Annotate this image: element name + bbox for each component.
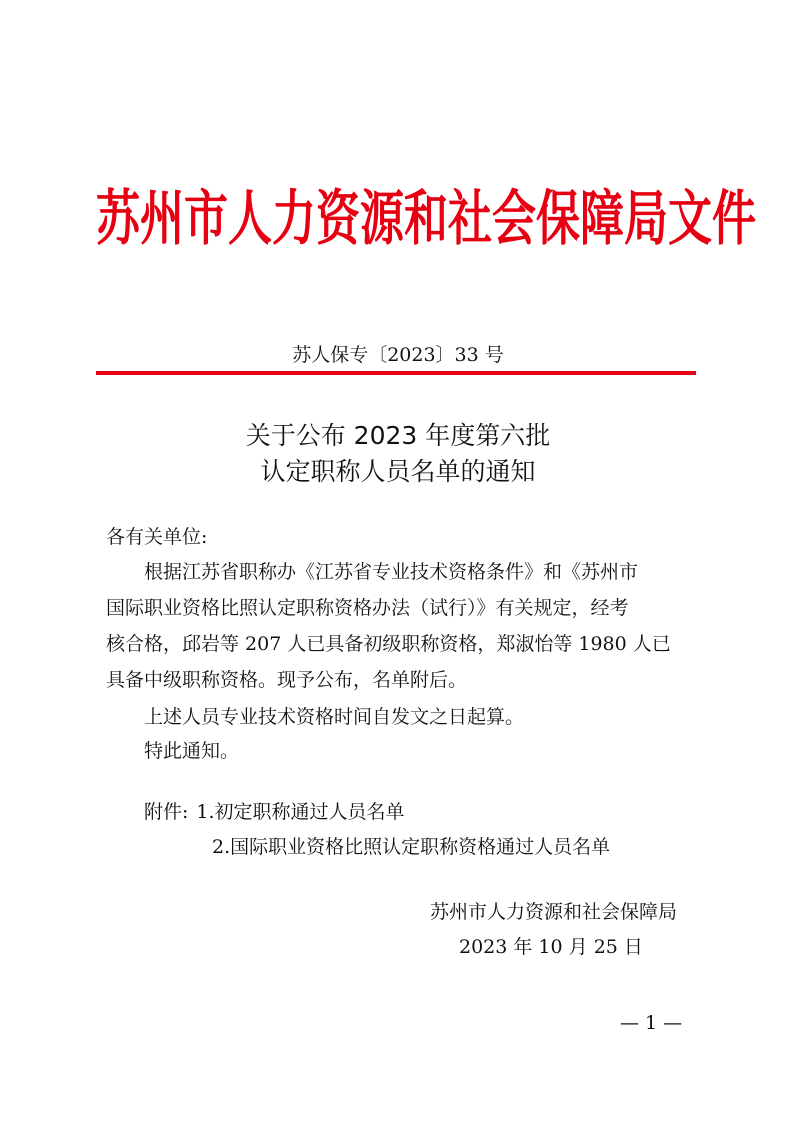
- red-divider-rule: [96, 371, 696, 375]
- body-paragraph-3: 特此通知。: [144, 740, 240, 762]
- paragraph-1-line: 具备中级职称资格。现予公布，名单附后。: [106, 669, 468, 691]
- attachment-label: 附件:: [144, 801, 189, 823]
- issue-date: 2023 年 10 月 25 日: [459, 936, 643, 958]
- body-paragraph-1: [106, 554, 696, 698]
- salutation: 各有关单位:: [106, 526, 208, 548]
- paragraph-1-line: 根据江苏省职称办《江苏省专业技术资格条件》和《苏州市: [144, 561, 639, 583]
- agency-header-title: 苏州市人力资源和社会保障局文件: [96, 184, 756, 254]
- document-title: [96, 418, 700, 490]
- title-line-2: 认定职称人员名单的通知: [260, 457, 536, 486]
- paragraph-1-line: 国际职业资格比照认定职称资格办法（试行）》有关规定，经考: [106, 597, 629, 619]
- attachment-item-2: 2.国际职业资格比照认定职称资格通过人员名单: [212, 836, 611, 858]
- attachment-list: [144, 797, 405, 824]
- issuer-signature: 苏州市人力资源和社会保障局: [430, 901, 678, 923]
- body-paragraph-2: 上述人员专业技术资格时间自发文之日起算。: [144, 706, 525, 728]
- page-number: — 1 —: [620, 1012, 683, 1034]
- paragraph-1-line: 核合格，邱岩等 207 人已具备初级职称资格，郑淑怡等 1980 人已: [106, 633, 671, 655]
- document-number: 苏人保专〔2023〕33 号: [292, 344, 504, 366]
- title-line-1: 关于公布 2023 年度第六批: [245, 421, 551, 450]
- attachment-item-1: 1.初定职称通过人员名单: [196, 801, 405, 823]
